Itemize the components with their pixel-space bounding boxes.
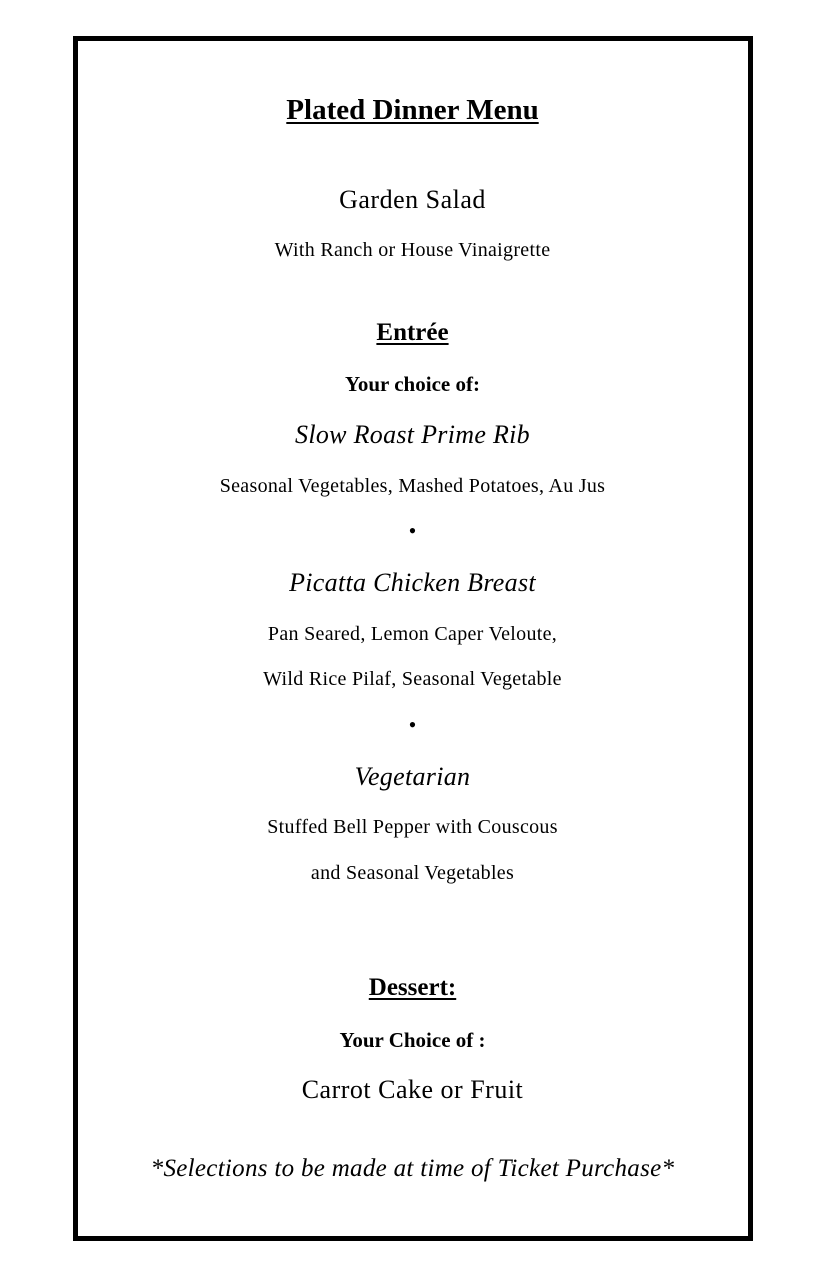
menu-title: Plated Dinner Menu	[286, 94, 539, 126]
entree-option-chicken-description-line2: Wild Rice Pilaf, Seasonal Vegetable	[263, 668, 562, 690]
entree-heading: Entrée	[376, 319, 449, 346]
entree-separator-bullet: •	[408, 518, 417, 543]
salad-description: With Ranch or House Vinaigrette	[274, 239, 551, 261]
entree-separator-bullet: •	[408, 712, 417, 737]
entree-option-prime-rib-description: Seasonal Vegetables, Mashed Potatoes, Au Jus	[219, 475, 606, 497]
dessert-options: Carrot Cake or Fruit	[301, 1075, 524, 1104]
selection-footnote: *Selections to be made at time of Ticket Purchase*	[150, 1155, 675, 1182]
entree-option-vegetarian-description-line1: Stuffed Bell Pepper with Couscous	[267, 816, 558, 838]
entree-choice-label: Your choice of:	[345, 372, 480, 396]
entree-option-vegetarian-name: Vegetarian	[354, 762, 471, 791]
entree-option-chicken-description-line1: Pan Seared, Lemon Caper Veloute,	[267, 623, 558, 645]
entree-option-prime-rib-name: Slow Roast Prime Rib	[295, 420, 530, 449]
dessert-choice-label: Your Choice of :	[339, 1028, 486, 1052]
dessert-heading: Dessert:	[368, 974, 457, 1001]
entree-option-chicken-name: Picatta Chicken Breast	[289, 568, 536, 597]
entree-option-vegetarian-description-line2: and Seasonal Vegetables	[310, 862, 515, 884]
salad-name: Garden Salad	[339, 185, 486, 214]
